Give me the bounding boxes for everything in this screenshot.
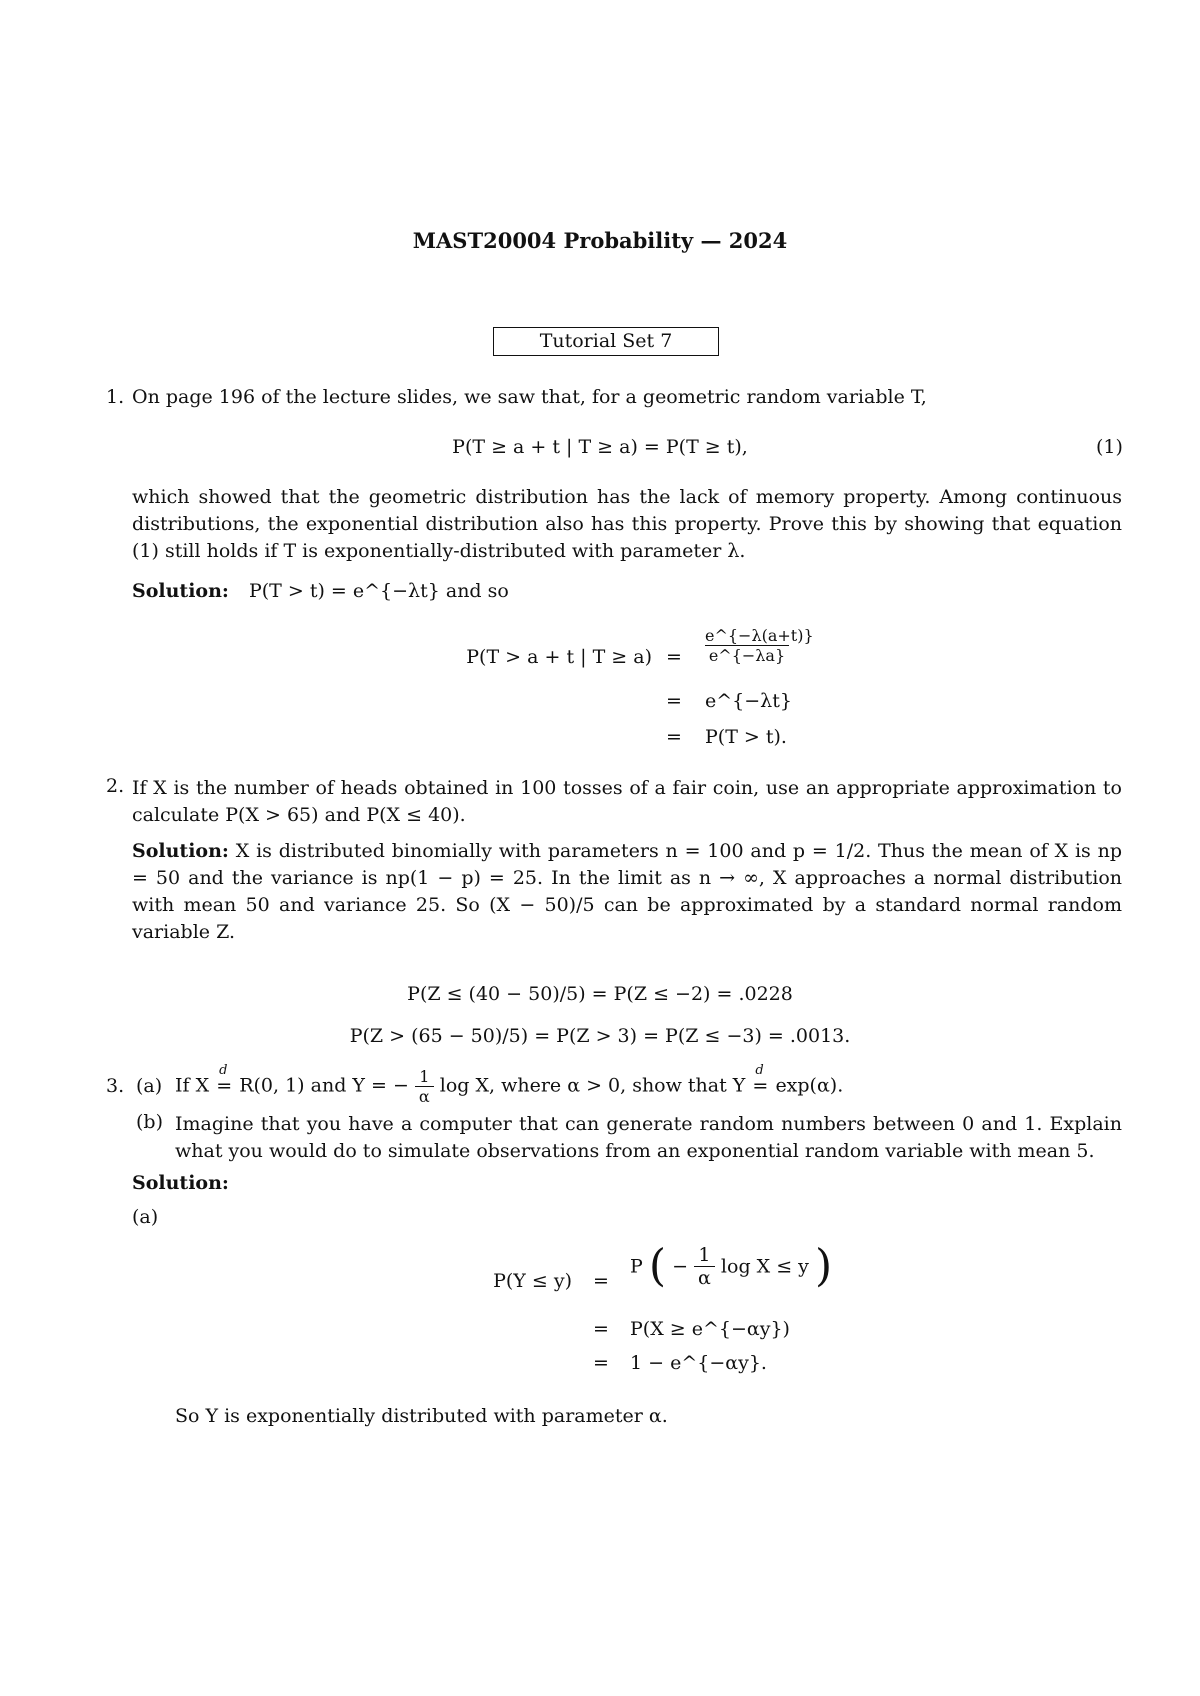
- q2-body: If X is the number of heads obtained in 100 tosses of a fair coin, use an appropriate approximation to calculate P(X > 65) and P(X ≤ 40).: [132, 777, 1122, 826]
- q1-eq-rhs-2: e^{−λt}: [705, 690, 792, 712]
- q3-eq-minus: −: [672, 1255, 688, 1278]
- q3-conclusion: So Y is exponentially distributed with parameter α.: [175, 1405, 668, 1427]
- q1-eq-lhs: P(T > a + t | T ≥ a): [466, 646, 652, 668]
- q3-eq-rhs-3: 1 − e^{−αy}.: [630, 1352, 767, 1374]
- d-label-2: d: [755, 1062, 764, 1078]
- q3-solution-part-a: (a): [132, 1206, 159, 1228]
- q2-solution-text: X is distributed binomially with parameters n = 100 and p = 1/2. Thus the mean of X is np = 50 and the variance is np(1 − p) = 25. In the limit as n → ∞, X approaches a normal distribution with mean 50 and variance 25. So (X − 50)/5 can be approximated by a standard normal random variable Z.: [132, 840, 1122, 943]
- d-equals-symbol: d =: [216, 1062, 233, 1097]
- q2-number: 2.: [106, 775, 125, 797]
- q3-part-a-mid1: R(0, 1) and Y = −: [239, 1074, 409, 1097]
- q1-eq-denominator: e^{−λa}: [705, 645, 789, 665]
- q3-part-a: [175, 1062, 844, 1106]
- d-label: d: [219, 1062, 228, 1078]
- q1-eq-op-3: =: [666, 726, 682, 748]
- q3-eq-inner: log X ≤ y: [720, 1255, 809, 1278]
- q1-eq-numerator: e^{−λ(a+t)}: [705, 626, 814, 645]
- q3-eq-op-3: =: [593, 1352, 609, 1374]
- q3-part-b-label: (b): [136, 1111, 163, 1133]
- q3-eq-rhs-2: P(X ≥ e^{−αy}): [630, 1318, 790, 1340]
- q2-solution-label: Solution:: [132, 840, 229, 862]
- q3-eq-op-2: =: [593, 1318, 609, 1340]
- q3-solution-label: Solution:: [132, 1172, 229, 1194]
- q1-eq-rhs-3: P(T > t).: [705, 726, 787, 748]
- q3-eq-lhs: P(Y ≤ y): [493, 1270, 572, 1292]
- q3-part-a-fraction: [415, 1067, 434, 1106]
- q1-solution: [132, 580, 1122, 602]
- q3-part-b: Imagine that you have a computer that can generate random numbers between 0 and 1. Explain what you would do to simulate observations from an exponential random variable with mean 5.: [175, 1113, 1122, 1162]
- q2-solution: [132, 838, 1122, 946]
- q3-part-a-label: (a): [136, 1075, 163, 1097]
- q1-body: which showed that the geometric distribution has the lack of memory property. Among continuous distributions, the exponential distribution also has this property. Prove this by showing that equation (1) still holds if T is exponentially-distributed with parameter λ.: [132, 486, 1122, 562]
- page-title: MAST20004 Probability — 2024: [412, 228, 788, 253]
- q3-eq-frac-num: 1: [698, 1244, 711, 1266]
- q1-intro: On page 196 of the lecture slides, we saw that, for a geometric random variable T,: [132, 386, 927, 408]
- q3-eq-rhs-p: P: [630, 1255, 643, 1278]
- q1-equation: P(T ≥ a + t | T ≥ a) = P(T ≥ t),: [452, 436, 748, 458]
- left-paren: (: [648, 1240, 667, 1292]
- q3-eq-rhs-1: [630, 1240, 833, 1292]
- q1-equation-number: (1): [1096, 436, 1123, 458]
- right-paren: ): [814, 1240, 833, 1292]
- q3-eq-op-1: =: [593, 1270, 609, 1292]
- q3-part-a-end: exp(α).: [775, 1074, 844, 1097]
- q1-number: 1.: [106, 386, 125, 408]
- q1-eq-op-2: =: [666, 690, 682, 712]
- q1-solution-label: Solution:: [132, 580, 229, 602]
- q2-equation-1: P(Z ≤ (40 − 50)/5) = P(Z ≤ −2) = .0228: [407, 983, 793, 1005]
- q3-number: 3.: [106, 1075, 125, 1097]
- q1-solution-text: P(T > t) = e^{−λt} and so: [248, 580, 509, 602]
- q3-part-a-frac-num: 1: [419, 1067, 430, 1086]
- q3-part-a-pre: If X: [175, 1074, 210, 1097]
- q2-equation-2: P(Z > (65 − 50)/5) = P(Z > 3) = P(Z ≤ −3) = .0013.: [349, 1025, 851, 1047]
- q1-eq-fraction: [705, 626, 814, 665]
- d-equals-symbol-2: d =: [752, 1062, 769, 1097]
- tutorial-set-label: Tutorial Set 7: [493, 327, 719, 356]
- q3-eq-frac-den: α: [694, 1266, 715, 1289]
- q3-part-a-frac-den: α: [415, 1086, 434, 1106]
- q1-eq-op-1: =: [666, 646, 682, 668]
- q3-eq-fraction: [694, 1244, 715, 1289]
- q3-part-a-mid2: log X, where α > 0, show that Y: [439, 1074, 746, 1097]
